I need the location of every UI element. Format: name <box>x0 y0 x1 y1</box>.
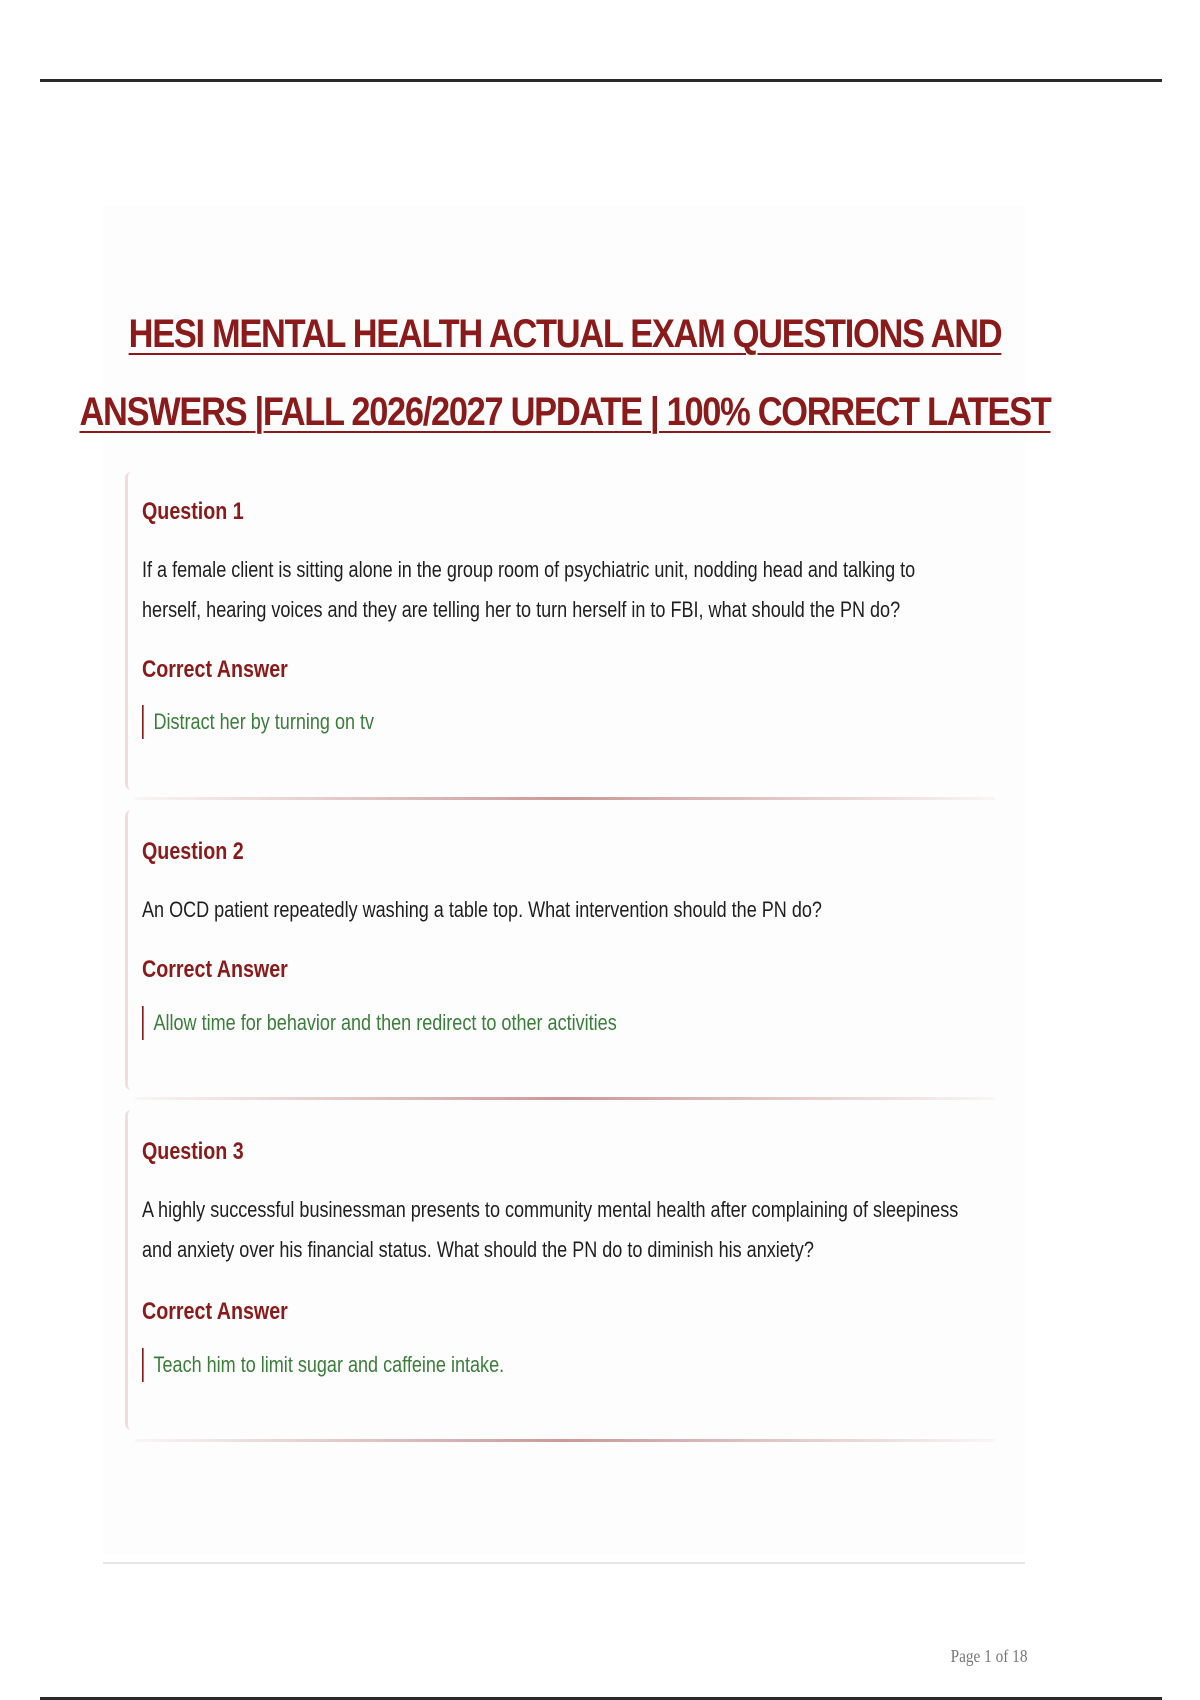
question-label: Question 2 <box>142 838 244 865</box>
question-text: A highly successful businessman presents to community mental health after complaining of sleepiness and anxiety over his financial status. What should the PN do to diminish his anxiety? <box>142 1197 959 1262</box>
question-card-3 <box>125 1110 998 1430</box>
question-text: If a female client is sitting alone in the group room of psychiatric unit, nodding head and talking to herself, hearing voices and they are telling her to turn herself in to FBI, what should the PN do? <box>142 557 916 622</box>
divider <box>135 1097 995 1100</box>
answer-text: Distract her by turning on tv <box>142 705 374 739</box>
top-rule <box>40 79 1162 82</box>
answer-text: Allow time for behavior and then redirect to other activities <box>142 1006 617 1040</box>
question-card-1 <box>125 472 998 790</box>
page-number: Page 1 of 18 <box>950 1646 1027 1666</box>
answer-text: Teach him to limit sugar and caffeine intake. <box>142 1348 504 1382</box>
divider <box>135 1439 995 1442</box>
question-label: Question 1 <box>142 498 244 525</box>
question-card-2 <box>125 810 998 1090</box>
question-label: Question 3 <box>142 1138 244 1165</box>
title-line-2: ANSWERS |FALL 2026/2027 UPDATE | 100% CORRECT LATEST <box>79 390 1051 434</box>
answer-label: Correct Answer <box>142 956 288 983</box>
title-line-1: HESI MENTAL HEALTH ACTUAL EXAM QUESTIONS AND <box>128 312 1002 356</box>
divider <box>135 797 995 800</box>
footer-rule <box>103 1562 1025 1564</box>
answer-label: Correct Answer <box>142 656 288 683</box>
answer-label: Correct Answer <box>142 1298 288 1325</box>
document-title <box>79 295 1051 451</box>
question-text: An OCD patient repeatedly washing a table top. What intervention should the PN do? <box>142 897 822 922</box>
